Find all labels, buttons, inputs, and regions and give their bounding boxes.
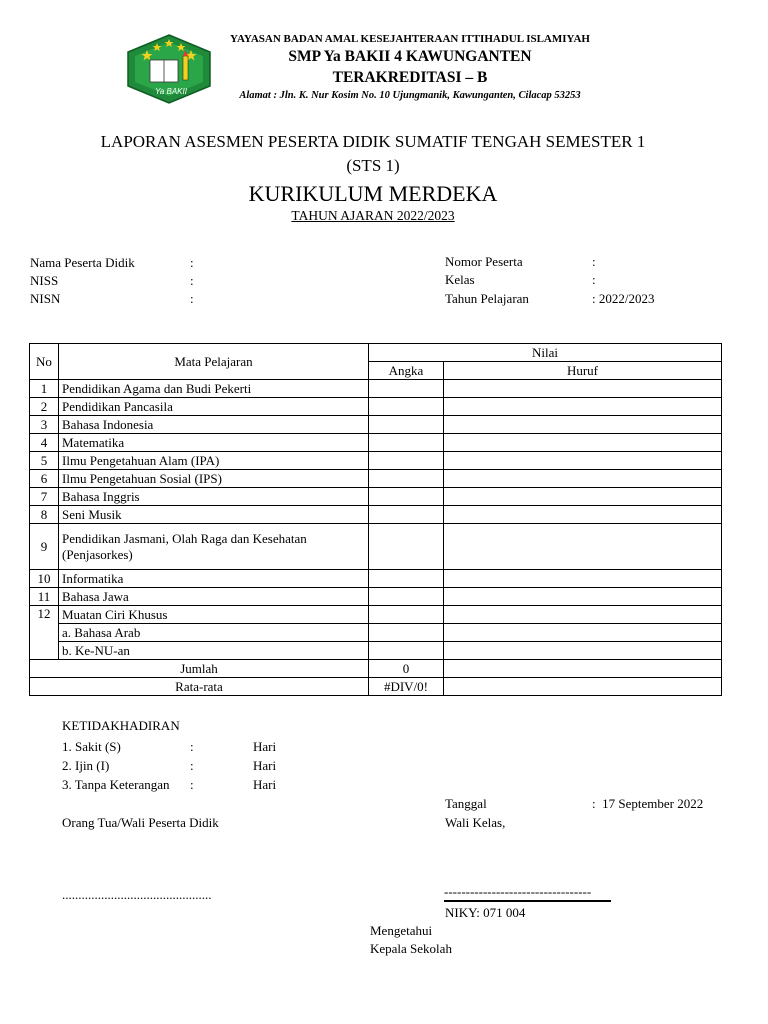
score-angka[interactable] — [369, 398, 444, 416]
table-subrow — [30, 642, 722, 660]
kepala-sekolah: Kepala Sekolah — [370, 941, 452, 956]
row-number: 1 — [30, 380, 59, 398]
subject-name: Ilmu Pengetahuan Sosial (IPS) — [59, 470, 369, 488]
score-angka[interactable] — [369, 488, 444, 506]
row-number: 3 — [30, 416, 59, 434]
attendance-sakit-label: 1. Sakit (S) — [62, 739, 121, 754]
row-number: 8 — [30, 506, 59, 524]
row-number: 11 — [30, 588, 59, 606]
table-row — [30, 398, 722, 416]
score-huruf[interactable] — [444, 570, 722, 588]
academic-year: TAHUN AJARAN 2022/2023 — [291, 208, 455, 223]
grades-table — [29, 343, 722, 696]
attendance-ijin-label: 2. Ijin (I) — [62, 758, 110, 773]
subject-name: b. Ke-NU-an — [59, 642, 369, 660]
report-subtitle: (STS 1) — [346, 156, 400, 175]
report-title: LAPORAN ASESMEN PESERTA DIDIK SUMATIF TENGAH SEMESTER 1 — [100, 132, 646, 151]
nisn-label: NISN — [30, 291, 61, 306]
school-logo — [127, 34, 211, 104]
attendance-sakit-colon: : — [190, 739, 194, 754]
row-number: 9 — [30, 524, 59, 570]
score-angka[interactable] — [369, 642, 444, 660]
curriculum-title: KURIKULUM MERDEKA — [248, 181, 498, 206]
score-angka[interactable] — [369, 506, 444, 524]
row-number: 5 — [30, 452, 59, 470]
kelas-colon: : — [592, 272, 596, 287]
score-angka[interactable] — [369, 470, 444, 488]
nomor-colon: : — [592, 254, 596, 269]
tahun-label: Tahun Pelajaran — [445, 291, 529, 306]
score-huruf[interactable] — [444, 606, 722, 624]
tanggal-label: Tanggal — [445, 796, 487, 811]
score-angka[interactable] — [369, 434, 444, 452]
subject-name: Pendidikan Agama dan Budi Pekerti — [59, 380, 369, 398]
table-row — [30, 606, 722, 624]
niky: NIKY: 071 004 — [445, 905, 526, 920]
score-angka[interactable] — [369, 606, 444, 624]
nisn-colon: : — [190, 291, 194, 306]
table-row — [30, 452, 722, 470]
nomor-label: Nomor Peserta — [445, 254, 523, 269]
row-number: 10 — [30, 570, 59, 588]
table-row — [30, 524, 722, 570]
rata-huruf[interactable] — [444, 678, 722, 696]
score-huruf[interactable] — [444, 524, 722, 570]
table-row — [30, 488, 722, 506]
parent-label: Orang Tua/Wali Peserta Didik — [62, 815, 219, 830]
tahun-value: : 2022/2023 — [592, 291, 655, 306]
table-row — [30, 434, 722, 452]
row-number: 2 — [30, 398, 59, 416]
score-huruf[interactable] — [444, 488, 722, 506]
score-huruf[interactable] — [444, 642, 722, 660]
row-number: 12 — [30, 606, 59, 660]
score-huruf[interactable] — [444, 398, 722, 416]
subject-name: Bahasa Inggris — [59, 488, 369, 506]
score-huruf[interactable] — [444, 624, 722, 642]
subject-name: Seni Musik — [59, 506, 369, 524]
rata-label: Rata-rata — [30, 678, 369, 696]
niss-colon: : — [190, 273, 194, 288]
table-row — [30, 416, 722, 434]
attendance-heading: KETIDAKHADIRAN — [62, 718, 180, 733]
score-angka[interactable] — [369, 588, 444, 606]
header-no: No — [30, 344, 59, 380]
score-huruf[interactable] — [444, 588, 722, 606]
score-huruf[interactable] — [444, 452, 722, 470]
header-subject: Mata Pelajaran — [59, 344, 369, 380]
table-subrow — [30, 624, 722, 642]
subject-name: Informatika — [59, 570, 369, 588]
subject-name: Muatan Ciri Khusus — [59, 606, 369, 624]
subject-name: a. Bahasa Arab — [59, 624, 369, 642]
score-huruf[interactable] — [444, 380, 722, 398]
attendance-ijin-unit: Hari — [253, 758, 277, 773]
score-huruf[interactable] — [444, 416, 722, 434]
jumlah-huruf[interactable] — [444, 660, 722, 678]
school-name: SMP Ya BAKII 4 KAWUNGANTEN — [288, 48, 532, 65]
rata-value[interactable]: #DIV/0! — [369, 678, 444, 696]
jumlah-value[interactable]: 0 — [369, 660, 444, 678]
score-angka[interactable] — [369, 624, 444, 642]
row-number: 6 — [30, 470, 59, 488]
table-row — [30, 470, 722, 488]
subject-name: Bahasa Indonesia — [59, 416, 369, 434]
homeroom-label: Wali Kelas, — [445, 815, 506, 830]
school-address: Alamat : Jln. K. Nur Kosim No. 10 Ujungmanik, Kawunganten, Cilacap 53253 — [239, 90, 581, 101]
nama-label: Nama Peserta Didik — [30, 255, 135, 270]
table-row — [30, 570, 722, 588]
attendance-alpa-unit: Hari — [253, 777, 277, 792]
logo-text: Ya BAKII — [155, 87, 187, 96]
subject-name: Pendidikan Jasmani, Olah Raga dan Kesehatan (Penjasorkes) — [59, 524, 369, 570]
score-huruf[interactable] — [444, 470, 722, 488]
score-huruf[interactable] — [444, 506, 722, 524]
table-row — [30, 380, 722, 398]
attendance-sakit-unit: Hari — [253, 739, 277, 754]
row-number: 4 — [30, 434, 59, 452]
kelas-label: Kelas — [445, 272, 475, 287]
mengetahui: Mengetahui — [370, 923, 433, 938]
score-angka[interactable] — [369, 416, 444, 434]
subject-name: Pendidikan Pancasila — [59, 398, 369, 416]
subject-name: Bahasa Jawa — [59, 588, 369, 606]
foundation-name: YAYASAN BADAN AMAL KESEJAHTERAAN ITTIHADUL ISLAMIYAH — [230, 33, 590, 45]
niss-label: NISS — [30, 273, 59, 288]
header-nilai: Nilai — [369, 344, 722, 362]
subject-name: Ilmu Pengetahuan Alam (IPA) — [59, 452, 369, 470]
table-row — [30, 506, 722, 524]
table-row — [30, 588, 722, 606]
nama-colon: : — [190, 255, 194, 270]
attendance-alpa-colon: : — [190, 777, 194, 792]
header-huruf: Huruf — [444, 362, 722, 380]
score-angka[interactable] — [369, 570, 444, 588]
header-angka: Angka — [369, 362, 444, 380]
subject-name: Matematika — [59, 434, 369, 452]
row-number: 7 — [30, 488, 59, 506]
score-angka[interactable] — [369, 452, 444, 470]
accreditation: TERAKREDITASI – B — [332, 69, 488, 86]
tanggal-value: : 17 September 2022 — [592, 796, 704, 811]
score-angka[interactable] — [369, 380, 444, 398]
homeroom-signature-line: ---------------------------------- — [444, 884, 611, 902]
score-angka[interactable] — [369, 524, 444, 570]
score-huruf[interactable] — [444, 434, 722, 452]
parent-signature-line: .............................................. — [62, 887, 212, 902]
attendance-ijin-colon: : — [190, 758, 194, 773]
attendance-alpa-label: 3. Tanpa Keterangan — [62, 777, 170, 792]
jumlah-label: Jumlah — [30, 660, 369, 678]
